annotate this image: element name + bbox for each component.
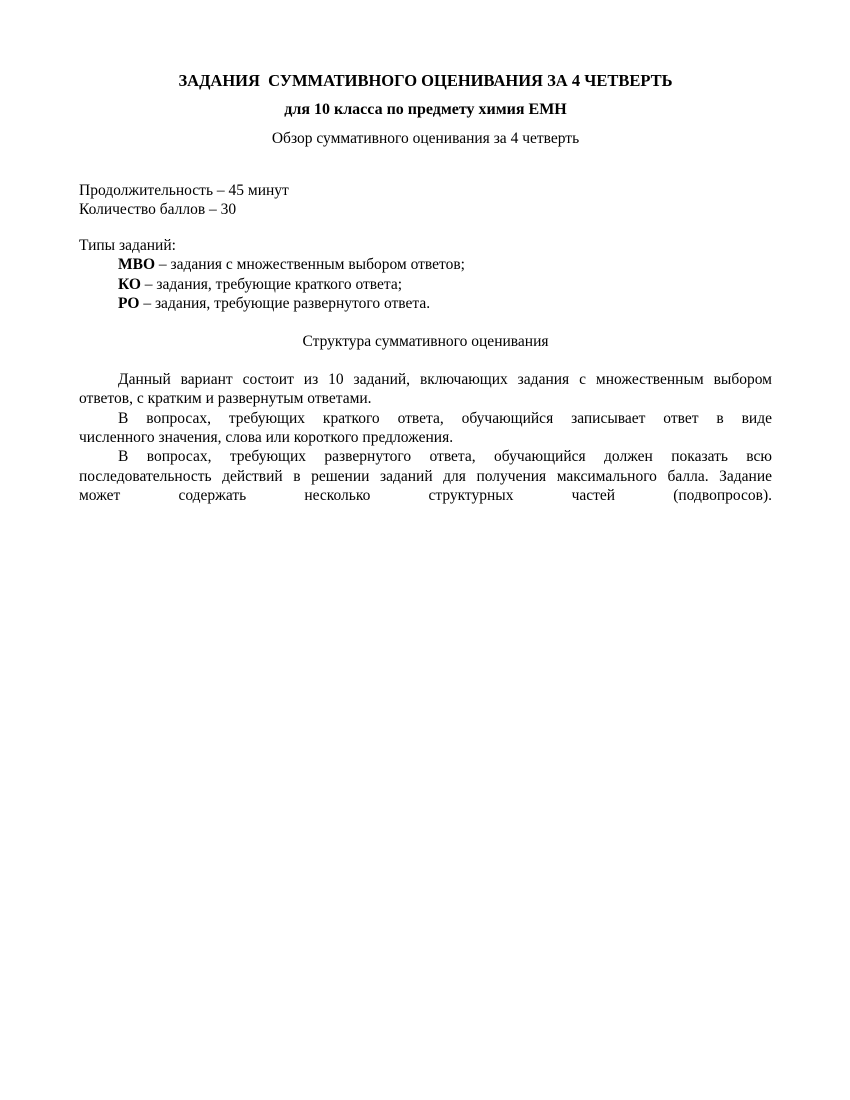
overview-heading: Обзор суммативного оценивания за 4 четверть xyxy=(271,130,580,147)
duration-text: Продолжительность – 45 минут xyxy=(79,182,289,199)
document-subtitle: для 10 класса по предмету химия ЕМН xyxy=(284,101,567,118)
task-type-desc-ro: – задания, требующие развернутого ответа. xyxy=(139,295,431,313)
document-content xyxy=(0,0,850,506)
document-title: ЗАДАНИЯ СУММАТИВНОГО ОЦЕНИВАНИЯ ЗА 4 ЧЕТВЕРТЬ xyxy=(178,71,673,90)
task-type-abbr-mvo: МВО xyxy=(118,256,156,274)
structure-paragraphs xyxy=(79,370,772,506)
paragraph-line: численного значения, слова или короткого предложения. xyxy=(79,429,454,447)
paragraph-line: В вопросах, требующих краткого ответа, обучающийся записывает ответ в виде xyxy=(118,409,772,427)
task-type-desc-mvo: – задания с множественным выбором ответов; xyxy=(155,256,465,274)
structure-paragraph xyxy=(79,409,772,448)
paragraph-line: может содержать несколько структурных частей (подвопросов). xyxy=(79,487,772,505)
structure-paragraph xyxy=(79,447,772,505)
task-type-item-ko xyxy=(79,275,772,294)
structure-paragraph xyxy=(79,370,772,409)
assessment-meta xyxy=(79,181,772,220)
task-type-item-mvo xyxy=(79,255,772,274)
task-type-abbr-ro: РО xyxy=(118,295,140,313)
paragraph-line: последовательность действий в решении заданий для получения максимального балла. Задание xyxy=(79,467,772,485)
task-types-section xyxy=(79,236,772,314)
paragraph-line: ответов, с кратким и развернутым ответами. xyxy=(79,390,372,408)
structure-heading: Структура суммативного оценивания xyxy=(302,333,549,351)
task-types-heading: Типы заданий: xyxy=(79,236,176,254)
score-text: Количество баллов – 30 xyxy=(79,201,237,219)
paragraph-line: В вопросах, требующих развернутого ответа, обучающийся должен показать всю xyxy=(118,448,772,466)
paragraph-line: Данный вариант состоит из 10 заданий, включающих задания с множественным выбором xyxy=(118,370,772,388)
task-type-desc-ko: – задания, требующие краткого ответа; xyxy=(140,275,403,293)
task-type-item-ro xyxy=(79,294,772,313)
task-type-abbr-ko: КО xyxy=(118,275,141,293)
